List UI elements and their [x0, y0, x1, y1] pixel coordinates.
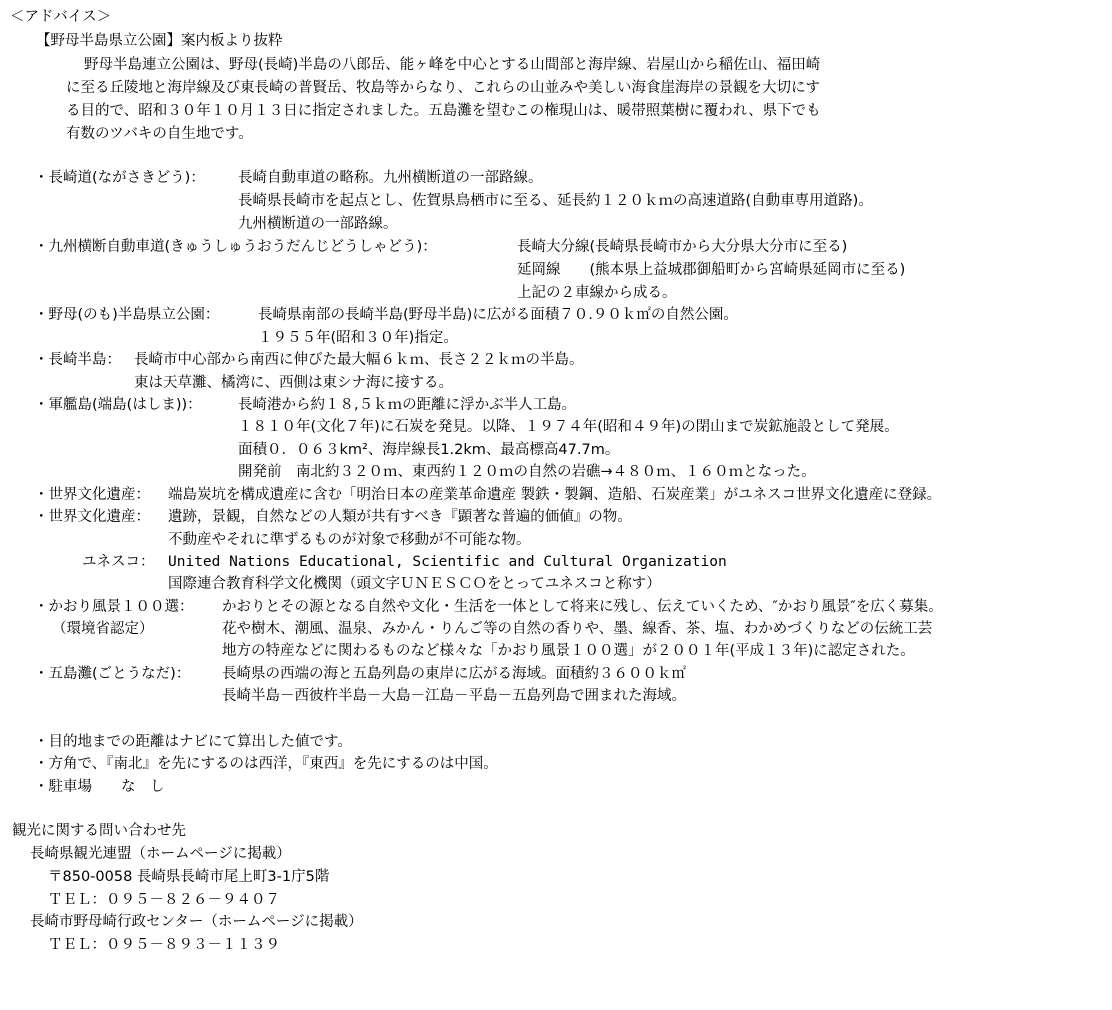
nomo-park-line: １９５５年(昭和３０年)指定。: [258, 330, 458, 346]
gunkanjima-line: 長崎港から約１８,５ｋｍの距離に浮かぶ半人工島。: [238, 397, 577, 413]
advice-heading: ＜アドバイス＞: [10, 9, 112, 25]
kaori-line: 花や樹木、潮風、温泉、みかん・りんご等の自然の香りや、墨、線香、茶、塩、わかめづくりなどの伝統工芸: [222, 621, 933, 637]
gunkanjima-line: １８１０年(文化７年)に石炭を発見。以降、１９７４年(昭和４９年)の閉山まで炭鉱施設として発展。: [238, 419, 899, 435]
goto-nada-line: 長崎県の西端の海と五島列島の東岸に広がる海域。面積約３６００ｋ㎡: [222, 666, 686, 682]
heritage-label: ・世界文化遺産：: [34, 509, 150, 525]
unesco-line: 国際連合教育科学文化機関（頭文字ＵＮＥＳＣＯをとってユネスコと称す）: [168, 576, 661, 592]
nagasaki-road-label: ・長崎道(ながさきどう)：: [34, 170, 205, 186]
gunkanjima-line: 面積０．０６３km²、海岸線長1.2km、最高標高47.7m。: [238, 442, 620, 458]
park-text-line: 有数のツバキの自生地です。: [66, 126, 253, 142]
nagasaki-road-line: 長崎県長崎市を起点とし、佐賀県鳥栖市に至る、延長約１２０ｋｍの高速道路(自動車専用道路)。: [238, 193, 873, 209]
kyushu-road-line: 上記の２車線から成る。: [517, 285, 677, 301]
unesco-line: United Nations Educational, Scientific and Cultural Organization: [168, 554, 727, 570]
kyushu-road-line: 長崎大分線(長崎県長崎市から大分県大分市に至る): [517, 239, 848, 255]
kyushu-road-line: 延岡線 (熊本県上益城郡御船町から宮崎県延岡市に至る): [517, 262, 906, 278]
nagasaki-road-line: 九州横断道の一部路線。: [238, 216, 398, 232]
kaori-label: ・かおり風景１００選：: [34, 599, 194, 615]
heritage-line: 不動産やそれに準ずるものが対象で移動が不可能な物。: [168, 532, 531, 548]
kaori-line: 地方の特産などに関わるものなど様々な「かおり風景１００選」が２００１年(平成１３年)に認定された。: [222, 643, 915, 659]
kyushu-road-label: ・九州横断自動車道(きゅうしゅうおうだんじどうしゃどう)：: [34, 239, 437, 255]
goto-nada-label: ・五島灘(ごとうなだ)：: [34, 666, 191, 682]
contact-org-1-address: 〒850-0058 長崎県長崎市尾上町3-1庁5階: [48, 869, 330, 885]
extra-note: ・目的地までの距離はナビにて算出した値です。: [34, 734, 352, 750]
nagasaki-peninsula-line: 長崎市中心部から南西に伸びた最大幅６ｋｍ、長さ２２ｋｍの半島。: [134, 352, 584, 368]
nagasaki-road-line: 長崎自動車道の略称。九州横断道の一部路線。: [238, 170, 543, 186]
extra-note: ・方角で、『南北』を先にするのは西洋，『東西』を先にするのは中国。: [34, 756, 498, 772]
contact-org-1-tel: ＴＥＬ：０９５－８２６－９４０７: [48, 892, 280, 908]
gunkanjima-line: 開発前 南北約３２０ｍ、東西約１２０ｍの自然の岩礁→４８０ｍ、１６０ｍとなった。: [238, 464, 816, 480]
park-heading: 【野母半島県立公園】案内板より抜粋: [36, 33, 283, 49]
kaori-sublabel: （環境省認定）: [52, 621, 154, 637]
contact-heading: 観光に関する問い合わせ先: [12, 823, 186, 839]
goto-nada-line: 長崎半島－西彼杵半島－大島－江島－平島－五島列島で囲まれた海域。: [222, 688, 686, 704]
contact-org-2-tel: ＴＥＬ：０９５－８９３－１１３９: [48, 937, 280, 953]
contact-org-1: 長崎県観光連盟（ホームページに掲載）: [30, 846, 291, 862]
heritage-line: 端島炭坑を構成遺産に含む「明治日本の産業革命遺産 製鉄・製鋼、造船、石炭産業」がユネスコ世界文化遺産に登録。: [168, 487, 942, 503]
kaori-line: かおりとその源となる自然や文化・生活を一体として将来に残し、伝えていくため、″かおり風景″を広く募集。: [222, 599, 943, 615]
heritage-line: 遺跡，景観，自然などの人類が共有すべき『顕著な普遍的価値』の物。: [168, 509, 632, 525]
unesco-label: ユネスコ：: [82, 554, 155, 570]
heritage-label: ・世界文化遺産：: [34, 487, 150, 503]
park-text-line: る目的で、昭和３０年１０月１３日に指定されました。五島灘を望むこの権現山は、暖帯照葉樹に覆われ、県下でも: [66, 103, 821, 119]
nomo-park-line: 長崎県南部の長崎半島(野母半島)に広がる面積７０.９０ｋ㎡の自然公園。: [258, 307, 738, 323]
gunkanjima-label: ・軍艦島(端島(はしま))：: [34, 397, 202, 413]
nomo-park-label: ・野母(のも)半島県立公園：: [34, 307, 220, 323]
contact-org-2: 長崎市野母崎行政センター（ホームページに掲載）: [30, 914, 363, 930]
park-text-line: 野母半島連立公園は、野母(長崎)半島の八郎岳、能ヶ峰を中心とする山間部と海岸線、岩屋山から稲佐山、福田崎: [84, 57, 821, 73]
nagasaki-peninsula-label: ・長崎半島：: [34, 352, 121, 368]
park-text-line: に至る丘陵地と海岸線及び東長崎の普賢岳、牧島等からなり、これらの山並みや美しい海食崖海岸の景観を大切にす: [66, 80, 820, 96]
nagasaki-peninsula-line: 東は天草灘、橘湾に、西側は東シナ海に接する。: [134, 375, 453, 391]
extra-note: ・駐車場 な し: [34, 779, 165, 795]
